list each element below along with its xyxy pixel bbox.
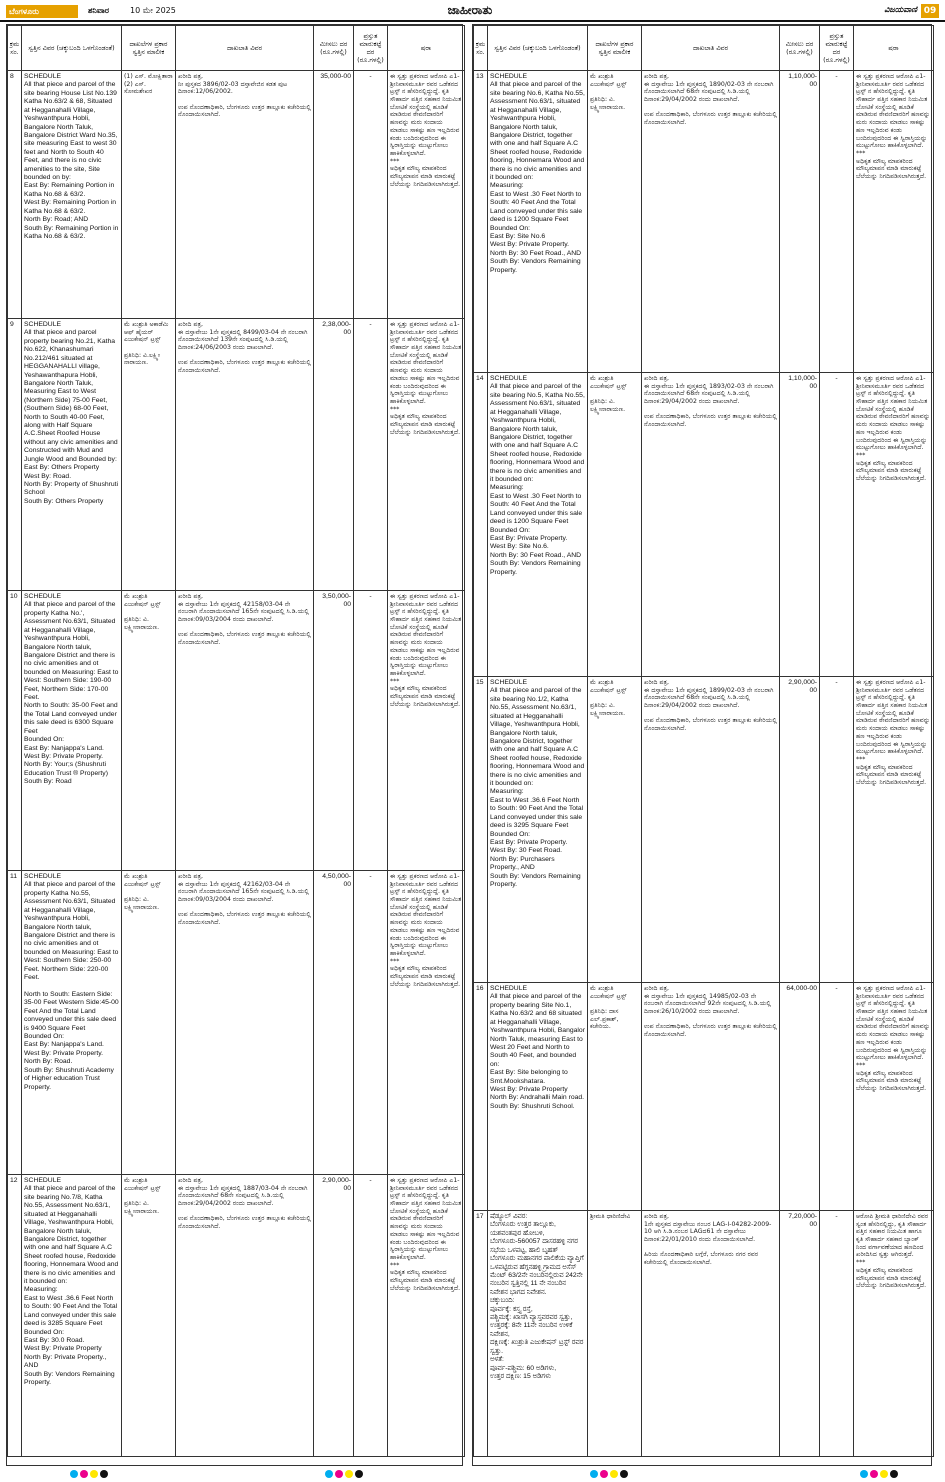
row-number: 12 [8, 1175, 22, 1457]
remarks: ಈ ಸ್ವತ್ತು ಪ್ರಕರಣದ ಆರೋಪಿ ಎ1-ಶ್ರೀನಿವಾಸಮೂರ್ತಿ ರವರ ಒಡೆತನದ ಟ್ರಸ್ಟ್ ನ ಹೆಸರಿನಲ್ಲಿದ್ದುದ್ದೆ. ಕೃತಿ ಸೌಹಾರ್ದ ಪತ್ತಿನ ಸಹಕಾರ ನಿಯಮಿತ ಬೋಟಿಕೆ ಸಂಸ್ಥೆಯಲ್ಲಿ ಹೂಡಿಕೆ ಮಾಡಿರುವ ಠೇವಣಿದಾರರಿಗೆ ಹಣವನ್ನು ಮರು ಸಂದಾಯ ಮಾಡಲು ಸಾಕಷ್ಟು ಹಣ ಇಲ್ಲದಿರುವ ಕಂಡು ಬಂದಿರುವುದರಿಂದ ಈ ಸ್ವಿರಾಸ್ತಿಯನ್ನು ಮುಟ್ಟುಗೋಲು ಹಾಕಿಕೊಳ್ಳಲಾಗಿದೆ. *** ಅಧಿಕೃತ ಮೌಲ್ಯ ಮಾಪಕರಿಂದ ಮೌಲ್ಯಮಾಪನ ಮಾಡಿ ಮಾರುಕಟ್ಟೆ ಬೆಲೆಯನ್ನು ನಿಗದಿಪಡಿಸಲಾಗಿರುತ್ತದೆ. [388, 871, 465, 1175]
registration-dot [870, 1470, 878, 1478]
newspaper-logo: ವಿಜಯವಾಣಿ [884, 5, 917, 14]
document-details: ಖರೀದಿ ಪತ್ರ, 1ನೇ ಪುಸ್ತಕದ ದಸ್ತಾವೇಜು ನಂಬರ LAG-I-04282-2009-10 ಆಗಿ ಸಿ.ಡಿ.ನಂಬರ LAGದ61 ನೇ ದಸ್ತಾವೇಜು ದಿನಾಂಕ:22/01/2010 ರಂದು ನೊಂದಾಯಿಸಲಾಗಿದೆ. ಹಿರಿಯ ನೊಂದಣಾಧಿಕಾರಿ ಲಗ್ಗೆರೆ, ಬೆಂಗಳೂರು ನಗರ ರವರ ಕಚೇರಿಯಲ್ಲಿ ನೊಂದಾಯಿಸಲಾಗಿದೆ. [642, 1211, 780, 1457]
registration-dot [90, 1470, 98, 1478]
registration-dot [345, 1470, 353, 1478]
row-number: 17 [474, 1211, 488, 1457]
owner-name: ಮೆ ಖುಶ್ರುತಿ ಎಜುಕೇಷನ್ ಟ್ರಸ್ಟ್ ಪ್ರತಿನಿಧಿ: ದಾಸ ಎಲ್.ಪ್ರಕಾಶ್, ಕಚೇರಿಯ. [588, 983, 642, 1211]
row-number: 15 [474, 677, 488, 983]
header-reserve: ಮೀಸಲು ದರ (ರೂ.ಗಳಲ್ಲಿ) [780, 26, 820, 71]
document-details: ಖರೀದಿ ಪತ್ರ, ಈ ದಸ್ತಾವೇಜು 1ನೇ ಪುಸ್ತಕದಲ್ಲಿ 42158/03-04 ನೇ ನಂಬರಾಗಿ ನೊಂದಾಯಿಸಲಾಗಿದೆ 165ನೇ ಸಂಪುಟದಲ್ಲಿ ಸಿ.ಡಿ.ಯಲ್ಲಿ ದಿನಾಂಕ:09/03/2004 ರಂದು ದಾಖಲಾಗಿದೆ. ಉಪ ನೊಂದಣಾಧಿಕಾರಿ, ಬೆಂಗಳೂರು ಉತ್ತರ ತಾಲ್ಲೂಕು ಕಚೇರಿಯಲ್ಲಿ ನೊಂದಾಯಿಸಲಾಗಿದೆ. [176, 591, 314, 871]
owner-name: ಮೆ ಖುಶ್ರುತಿ ಎಜುಕೇಷನ್ ಟ್ರಸ್ಟ್ ಪ್ರತಿನಿಧಿ: ವಿ. ಲಕ್ಷ್ಮೀನಾರಾಯಣ. [122, 871, 176, 1175]
row-number: 10 [8, 591, 22, 871]
reserve-price: 7,20,000-00 [780, 1211, 820, 1457]
owner-name: ಮೆ ಖುಶ್ರುತಿ ಎಜುಕೇಷನ್ ಟ್ರಸ್ಟ್ ಪ್ರತಿನಿಧಿ: ವಿ. ಲಕ್ಷ್ಮೀನಾರಾಯಣ. [122, 591, 176, 871]
day-label: ಶನಿವಾರ [88, 6, 110, 15]
document-details: ಖರೀದಿ ಪತ್ರ, ನೀ ಪುಸ್ತಕದ 3896/02-03 ದಸ್ತಾವೇಜಿನ ಕಡತ ಪುಟ ದಿನಾಂಕ:12/06/2002. ಉಪ ನೊಂದಣಾಧಿಕಾರಿ, ಬೆಂಗಳೂರು ಉತ್ತರ ತಾಲ್ಲೂಕು ಕಚೇರಿಯಲ್ಲಿ ನೊಂದಾಯಿಸಲಾಗಿದೆ. [176, 71, 314, 319]
registration-dot [890, 1470, 898, 1478]
document-details: ಖರೀದಿ ಪತ್ರ, ಈ ದಸ್ತಾವೇಜು 1ನೇ ಪುಸ್ತಕದಲ್ಲಿ 14985/02-03 ನೇ ನಂಬರಾಗಿ ನೊಂದಾಯಿಸಲಾಗಿದೆ 92ನೇ ಸಂಪುಟದಲ್ಲಿ ಸಿ.ಡಿ.ಯಲ್ಲಿ ದಿನಾಂಕ:26/10/2002 ರಂದು ದಾಖಲಾಗಿದೆ. ಉಪ ನೊಂದಣಾಧಿಕಾರಿ, ಬೆಂಗಳೂರು ಉತ್ತರ ತಾಲ್ಲೂಕು ಕಚೇರಿಯಲ್ಲಿ ನೊಂದಾಯಿಸಲಾಗಿದೆ. [642, 983, 780, 1211]
document-details: ಖರೀದಿ ಪತ್ರ, ಈ ದಸ್ತಾವೇಜು 1ನೇ ಪುಸ್ತಕದಲ್ಲಿ 8499/03-04 ನೇ ನಂಬರಾಗಿ ನೊಂದಾಯಿಸಲಾಗಿದೆ 139ನೇ ಸಂಪುಟದಲ್ಲಿ ಸಿ.ಡಿ.ಯಲ್ಲಿ ದಿನಾಂಕ:24/06/2003 ರಂದು ದಾಖಲಾಗಿದೆ. ಉಪ ನೊಂದಣಾಧಿಕಾರಿ, ಬೆಂಗಳೂರು ಉತ್ತರ ತಾಲ್ಲೂಕು ಕಚೇರಿಯಲ್ಲಿ ನೊಂದಾಯಿಸಲಾಗಿದೆ. [176, 319, 314, 591]
table-row [8, 1175, 465, 1457]
table-row [474, 677, 934, 983]
property-schedule: SCHEDULE All that piece and parcel of the property Katha No.', Assessment No.63/1, Situated at Hegganahalli Village, Yeshwanthpura Hobli, Bangalore North taluk, Bangalore District and there is no civic amenities and ot bounded on Measuring: East to West: Southern Side: 190-00 Feet, Northern Side: 170-00 Feet. North to South: 35-00 Feet and the Total Land conveyed under this sale deed is 6300 Square Feet Bounded On: East By: Nanjappa's Land. West By: Private Property. North By: Your;s (Shushruti Education Trust ® Property) South By: Road [22, 591, 122, 871]
registration-dot [70, 1470, 78, 1478]
document-details: ಖರೀದಿ ಪತ್ರ, ಈ ದಸ್ತಾವೇಜು 1ನೇ ಪುಸ್ತಕದಲ್ಲಿ 1887/03-04 ನೇ ನಂಬರಾಗಿ ನೊಂದಾಯಿಸಲಾಗಿದೆ 68ನೇ ಸಂಪುಟದಲ್ಲಿ ಸಿ.ಡಿ.ಯಲ್ಲಿ ದಿನಾಂಕ:29/04/2002 ರಂದು ದಾಖಲಾಗಿದೆ. ಉಪ ನೊಂದಣಾಧಿಕಾರಿ, ಬೆಂಗಳೂರು ಉತ್ತರ ತಾಲ್ಲೂಕು ಕಚೇರಿಯಲ್ಲಿ ನೊಂದಾಯಿಸಲಾಗಿದೆ. [176, 1175, 314, 1457]
left-property-table [7, 25, 465, 1457]
header-docs: ದಾಖಲಾತಿ ವಿವರ [642, 26, 780, 71]
property-schedule: SCHEDULE All that piece and parcel of the site bearing No.7/8, Katha No.55, Assessment No.63/1, situated at Hegganahalli Village, Yeshwanthpura Hobli, Bangalore North taluk, Bangalore District, together with one and half Square A.C Sheet roofed house, Redoxide flooring, Honnemara Wood and there is no civic amenities and it bounded on: Measuring: East to West .36.6 Feet North to South: 90 Feet And the Total Land conveyed under this sale deed is 3285 Square Feet Bounded On: East By: 30.0 Road. West By: Private Property North By: Private Property., AND South By: Vendors Remaining Property. [22, 1175, 122, 1457]
deposit-value: - [354, 319, 388, 591]
remarks: ಆರೋಪಿ ಶ್ರೀಮತಿ ಧಾರಿಣಿದೇವಿ ರವರ ಸ್ವಂತ ಹೆಸರಿನಲ್ಲಿದ್ದು, ಕೃತಿ ಸೌಹಾರ್ದ ಪತ್ತಿನ ಸಹಕಾರ ನಿಯಮಿತ ಹಾಗೂ ಕೃತಿ ಸೌಹಾರ್ದ ಸಹಕಾರ ಬ್ಯಾಂಕ್ ನಿಂದ ವರ್ಗಾವಣೆಯಾದ ಹಣದಿಂದ ಖರೀದಿಸಿದ ಸ್ವತ್ತು ಆಗಿರುತ್ತದೆ. *** ಅಧಿಕೃತ ಮೌಲ್ಯ ಮಾಪಕರಿಂದ ಮೌಲ್ಯಮಾಪನ ಮಾಡಿ ಮಾರುಕಟ್ಟೆ ಬೆಲೆಯನ್ನು ನಿಗದಿಪಡಿಸಲಾಗಿರುತ್ತದೆ. [854, 1211, 934, 1457]
document-details: ಖರೀದಿ ಪತ್ರ, ಈ ದಸ್ತಾವೇಜು 1ನೇ ಪುಸ್ತಕದಲ್ಲಿ 42162/03-04 ನೇ ನಂಬರಾಗಿ ನೊಂದಾಯಿಸಲಾಗಿದೆ 165ನೇ ಸಂಪುಟದಲ್ಲಿ ಸಿ.ಡಿ.ಯಲ್ಲಿ ದಿನಾಂಕ:09/03/2004 ರಂದು ದಾಖಲಾಗಿದೆ. ಉಪ ನೊಂದಣಾಧಿಕಾರಿ, ಬೆಂಗಳೂರು ಉತ್ತರ ತಾಲ್ಲೂಕು ಕಚೇರಿಯಲ್ಲಿ ನೊಂದಾಯಿಸಲಾಗಿದೆ. [176, 871, 314, 1175]
left-column [6, 24, 463, 1466]
deposit-value: - [354, 71, 388, 319]
row-number: 13 [474, 71, 488, 373]
deposit-value: - [820, 983, 854, 1211]
registration-dot [880, 1470, 888, 1478]
header-owner: ದಾಖಲೆಗಳ ಪ್ರಕಾರ ಸ್ವತ್ತಿನ ಮಾಲೀಕ [588, 26, 642, 71]
date-label: 10 ಮೇ 2025 [130, 6, 176, 15]
remarks: ಈ ಸ್ವತ್ತು ಪ್ರಕರಣದ ಆರೋಪಿ ಎ1-ಶ್ರೀನಿವಾಸಮೂರ್ತಿ ರವರ ಒಡೆತನದ ಟ್ರಸ್ಟ್ ನ ಹೆಸರಿನಲ್ಲಿದ್ದುದ್ದೆ. ಕೃತಿ ಸೌಹಾರ್ದ ಪತ್ತಿನ ಸಹಕಾರ ನಿಯಮಿತ ಬೋಟಿಕೆ ಸಂಸ್ಥೆಯಲ್ಲಿ ಹೂಡಿಕೆ ಮಾಡಿರುವ ಠೇವಣಿದಾರರಿಗೆ ಹಣವನ್ನು ಮರು ಸಂದಾಯ ಮಾಡಲು ಸಾಕಷ್ಟು ಹಣ ಇಲ್ಲದಿರುವ ಕಂಡು ಬಂದಿರುವುದರಿಂದ ಈ ಸ್ವಿರಾಸ್ತಿಯನ್ನು ಮುಟ್ಟುಗೋಲು ಹಾಕಿಕೊಳ್ಳಲಾಗಿದೆ. *** ಅಧಿಕೃತ ಮೌಲ್ಯ ಮಾಪಕರಿಂದ ಮೌಲ್ಯಮಾಪನ ಮಾಡಿ ಮಾರುಕಟ್ಟೆ ಬೆಲೆಯನ್ನು ನಿಗದಿಪಡಿಸಲಾಗಿರುತ್ತದೆ. [854, 677, 934, 983]
property-schedule: SCHEDULE All that piece and parcel of the site bearing No.6, Katha No.55, Assessment No.63/1, situated at Hegganahalli Village, Yeshwanthpura Hobli, Bangalore North taluk, Bangalore District, together with one and half Square A.C Sheet roofed house, Redoxide flooring, Honnemara Wood and there is no civic amenities and it bounded on: Measuring: East to West .30 Feet North to South: 40 Feet And the Total Land conveyed under this sale deed is 1200 Square Feet Bounded On: East By: Site No.6 West By: Private Property. North By: 30 Feet Road., AND South By: Vendors Remaining Property. [488, 71, 588, 373]
right-table-body [474, 71, 934, 1457]
header-remarks: ಷರಾ [388, 26, 465, 71]
row-number: 14 [474, 373, 488, 677]
property-schedule: SCHEDULE All that piece and parcel property bearing No.21, Katha No.622, Khanashumari No.212/461 situated at HEGGANAHALLI village, Yeshawanthapura Hobli, Bangalore North Taluk, Measuring East to West (Northern Side) 75-00 Feet, (Southern Side) 68-00 Feet, North to South 40-00 Feet, along with Half Square A.C.Sheet Roofed House without any civic amenities and Constructed with Mud and Jungle Wood and Bounded by: East By: Others Property West By: Road. North By: Property of Shushruti School South By: Others Property [22, 319, 122, 591]
document-details: ಖರೀದಿ ಪತ್ರ, ಈ ದಸ್ತಾವೇಜು 1ನೇ ಪುಸ್ತಕದಲ್ಲಿ 1893/02-03 ನೇ ನಂಬರಾಗಿ ನೊಂದಾಯಿಸಲಾಗಿದೆ 68ನೇ ಸಂಪುಟದಲ್ಲಿ ಸಿ.ಡಿ.ಯಲ್ಲಿ ದಿನಾಂಕ:29/04/2002 ರಂದು ದಾಖಲಾಗಿದೆ. ಉಪ ನೊಂದಣಾಧಿಕಾರಿ, ಬೆಂಗಳೂರು ಉತ್ತರ ತಾಲ್ಲೂಕು ಕಚೇರಿಯಲ್ಲಿ ನೊಂದಾಯಿಸಲಾಗಿದೆ. [642, 373, 780, 677]
remarks: ಈ ಸ್ವತ್ತು ಪ್ರಕರಣದ ಆರೋಪಿ ಎ1-ಶ್ರೀನಿವಾಸಮೂರ್ತಿ ರವರ ಒಡೆತನದ ಟ್ರಸ್ಟ್ ನ ಹೆಸರಿನಲ್ಲಿದ್ದುದ್ದೆ. ಕೃತಿ ಸೌಹಾರ್ದ ಪತ್ತಿನ ಸಹಕಾರ ನಿಯಮಿತ ಬೋಟಿಕೆ ಸಂಸ್ಥೆಯಲ್ಲಿ ಹೂಡಿಕೆ ಮಾಡಿರುವ ಠೇವಣಿದಾರರಿಗೆ ಹಣವನ್ನು ಮರು ಸಂದಾಯ ಮಾಡಲು ಸಾಕಷ್ಟು ಹಣ ಇಲ್ಲದಿರುವ ಕಂಡು ಬಂದಿರುವುದರಿಂದ ಈ ಸ್ವಿರಾಸ್ತಿಯನ್ನು ಮುಟ್ಟುಗೋಲು ಹಾಕಿಕೊಳ್ಳಲಾಗಿದೆ. *** ಅಧಿಕೃತ ಮೌಲ್ಯ ಮಾಪಕರಿಂದ ಮೌಲ್ಯಮಾಪನ ಮಾಡಿ ಮಾರುಕಟ್ಟೆ ಬೆಲೆಯನ್ನು ನಿಗದಿಪಡಿಸಲಾಗಿರುತ್ತದೆ. [388, 71, 465, 319]
registration-dot [325, 1470, 333, 1478]
registration-dot [600, 1470, 608, 1478]
table-row [474, 1211, 934, 1457]
page-number: 09 [921, 4, 939, 18]
deposit-value: - [820, 677, 854, 983]
registration-dot [80, 1470, 88, 1478]
table-header-row [8, 26, 465, 71]
registration-marks [70, 1470, 108, 1480]
owner-name: ಶ್ರೀಮತಿ ಧಾರಿಣಿದೇವಿ [588, 1211, 642, 1457]
property-schedule: SCHEDULE All that piece and parcel of the site bearing No.5, Katha No.55, Assessment No.63/1, situated at Hegganahalli Village, Yeshwanthpura Hobli, Bangalore North taluk, Bangalore District, together with one and half Square A.C Sheet roofed house, Redoxide flooring, Honnemara Wood and there is no civic amenities and it bounded on: Measuring: East to West .30 Feet North to South: 40 Feet And the Total Land conveyed under this sale deed is 1200 Square Feet Bounded On: East By: Private Property. West By: Site No.6. North By: 30 Feet Road., AND South By: Vendors Remaining Property. [488, 373, 588, 677]
deposit-value: - [820, 1211, 854, 1457]
row-number: 16 [474, 983, 488, 1211]
registration-dot [355, 1470, 363, 1478]
reserve-price: 1,10,000-00 [780, 71, 820, 373]
header-owner: ದಾಖಲೆಗಳ ಪ್ರಕಾರ ಸ್ವತ್ತಿನ ಮಾಲೀಕ [122, 26, 176, 71]
masthead-rule [0, 20, 945, 22]
deposit-value: - [820, 71, 854, 373]
header-no: ಕ್ರಮ ಸಂ. [8, 26, 22, 71]
remarks: ಈ ಸ್ವತ್ತು ಪ್ರಕರಣದ ಆರೋಪಿ ಎ1-ಶ್ರೀನಿವಾಸಮೂರ್ತಿ ರವರ ಒಡೆತನದ ಟ್ರಸ್ಟ್ ನ ಹೆಸರಿನಲ್ಲಿದ್ದುದ್ದೆ. ಕೃತಿ ಸೌಹಾರ್ದ ಪತ್ತಿನ ಸಹಕಾರ ನಿಯಮಿತ ಬೋಟಿಕೆ ಸಂಸ್ಥೆಯಲ್ಲಿ ಹೂಡಿಕೆ ಮಾಡಿರುವ ಠೇವಣಿದಾರರಿಗೆ ಹಣವನ್ನು ಮರು ಸಂದಾಯ ಮಾಡಲು ಸಾಕಷ್ಟು ಹಣ ಇಲ್ಲದಿರುವ ಕಂಡು ಬಂದಿರುವುದರಿಂದ ಈ ಸ್ವಿರಾಸ್ತಿಯನ್ನು ಮುಟ್ಟುಗೋಲು ಹಾಕಿಕೊಳ್ಳಲಾಗಿದೆ. *** ಅಧಿಕೃತ ಮೌಲ್ಯ ಮಾಪಕರಿಂದ ಮೌಲ್ಯಮಾಪನ ಮಾಡಿ ಮಾರುಕಟ್ಟೆ ಬೆಲೆಯನ್ನು ನಿಗದಿಪಡಿಸಲಾಗಿರುತ್ತದೆ. [854, 373, 934, 677]
registration-dot [100, 1470, 108, 1478]
remarks: ಈ ಸ್ವತ್ತು ಪ್ರಕರಣದ ಆರೋಪಿ ಎ1-ಶ್ರೀನಿವಾಸಮೂರ್ತಿ ರವರ ಒಡೆತನದ ಟ್ರಸ್ಟ್ ನ ಹೆಸರಿನಲ್ಲಿದ್ದುದ್ದೆ. ಕೃತಿ ಸೌಹಾರ್ದ ಪತ್ತಿನ ಸಹಕಾರ ನಿಯಮಿತ ಬೋಟಿಕೆ ಸಂಸ್ಥೆಯಲ್ಲಿ ಹೂಡಿಕೆ ಮಾಡಿರುವ ಠೇವಣಿದಾರರಿಗೆ ಹಣವನ್ನು ಮರು ಸಂದಾಯ ಮಾಡಲು ಸಾಕಷ್ಟು ಹಣ ಇಲ್ಲದಿರುವ ಕಂಡು ಬಂದಿರುವುದರಿಂದ ಈ ಸ್ವಿರಾಸ್ತಿಯನ್ನು ಮುಟ್ಟುಗೋಲು ಹಾಕಿಕೊಳ್ಳಲಾಗಿದೆ. *** ಅಧಿಕೃತ ಮೌಲ್ಯ ಮಾಪಕರಿಂದ ಮೌಲ್ಯಮಾಪನ ಮಾಡಿ ಮಾರುಕಟ್ಟೆ ಬೆಲೆಯನ್ನು ನಿಗದಿಪಡಿಸಲಾಗಿರುತ್ತದೆ. [388, 1175, 465, 1457]
registration-marks [860, 1470, 898, 1480]
property-schedule: SCHEDULE All that piece and parcel of the site bearing No.1/2, Katha No.55, Assessment No.63/1, situated at Hegganahalli Village, Yeshwanthpura Hobli, Bangalore North taluk, Bangalore District, together with one and half Square A.C Sheet roofed house, Redoxide flooring, Honnemara Wood and there is no civic amenities and it bounded on: Measuring: East to West .36.6 Feet North to South: 90 Feet And the Total Land conveyed under this sale deed is 3295 Square Feet Bounded On: East By: Private Property. West By: 30 Feet Road. North By: Purchasers Property., AND South By: Vendors Remaining Property. [488, 677, 588, 983]
registration-dot [335, 1470, 343, 1478]
owner-name: ಮೆ ಖುಶ್ರುತಿ ಎಜುಕೇಷನ್ ಟ್ರಸ್ಟ್ ಪ್ರತಿನಿಧಿ: ವಿ. ಲಕ್ಷ್ಮೀನಾರಾಯಣ. [588, 373, 642, 677]
remarks: ಈ ಸ್ವತ್ತು ಪ್ರಕರಣದ ಆರೋಪಿ ಎ1-ಶ್ರೀನಿವಾಸಮೂರ್ತಿ ರವರ ಒಡೆತನದ ಟ್ರಸ್ಟ್ ನ ಹೆಸರಿನಲ್ಲಿದ್ದುದ್ದೆ. ಕೃತಿ ಸೌಹಾರ್ದ ಪತ್ತಿನ ಸಹಕಾರ ನಿಯಮಿತ ಬೋಟಿಕೆ ಸಂಸ್ಥೆಯಲ್ಲಿ ಹೂಡಿಕೆ ಮಾಡಿರುವ ಠೇವಣಿದಾರರಿಗೆ ಹಣವನ್ನು ಮರು ಸಂದಾಯ ಮಾಡಲು ಸಾಕಷ್ಟು ಹಣ ಇಲ್ಲದಿರುವ ಕಂಡು ಬಂದಿರುವುದರಿಂದ ಈ ಸ್ವಿರಾಸ್ತಿಯನ್ನು ಮುಟ್ಟುಗೋಲು ಹಾಕಿಕೊಳ್ಳಲಾಗಿದೆ. *** ಅಧಿಕೃತ ಮೌಲ್ಯ ಮಾಪಕರಿಂದ ಮೌಲ್ಯಮಾಪನ ಮಾಡಿ ಮಾರುಕಟ್ಟೆ ಬೆಲೆಯನ್ನು ನಿಗದಿಪಡಿಸಲಾಗಿರುತ್ತದೆ. [388, 591, 465, 871]
remarks: ಈ ಸ್ವತ್ತು ಪ್ರಕರಣದ ಆರೋಪಿ ಎ1-ಶ್ರೀನಿವಾಸಮೂರ್ತಿ ರವರ ಒಡೆತನದ ಟ್ರಸ್ಟ್ ನ ಹೆಸರಿನಲ್ಲಿದ್ದುದ್ದೆ. ಕೃತಿ ಸೌಹಾರ್ದ ಪತ್ತಿನ ಸಹಕಾರ ನಿಯಮಿತ ಬೋಟಿಕೆ ಸಂಸ್ಥೆಯಲ್ಲಿ ಹೂಡಿಕೆ ಮಾಡಿರುವ ಠೇವಣಿದಾರರಿಗೆ ಹಣವನ್ನು ಮರು ಸಂದಾಯ ಮಾಡಲು ಸಾಕಷ್ಟು ಹಣ ಇಲ್ಲದಿರುವ ಕಂಡು ಬಂದಿರುವುದರಿಂದ ಈ ಸ್ವಿರಾಸ್ತಿಯನ್ನು ಮುಟ್ಟುಗೋಲು ಹಾಕಿಕೊಳ್ಳಲಾಗಿದೆ. *** ಅಧಿಕೃತ ಮೌಲ್ಯ ಮಾಪಕರಿಂದ ಮೌಲ್ಯಮಾಪನ ಮಾಡಿ ಮಾರುಕಟ್ಟೆ ಬೆಲೆಯನ್ನು ನಿಗದಿಪಡಿಸಲಾಗಿರುತ್ತದೆ. [854, 983, 934, 1211]
header-no: ಕ್ರಮ ಸಂ. [474, 26, 488, 71]
document-details: ಖರೀದಿ ಪತ್ರ, ಈ ದಸ್ತಾವೇಜು 1ನೇ ಪುಸ್ತಕದಲ್ಲಿ 1899/02-03 ನೇ ನಂಬರಾಗಿ ನೊಂದಾಯಿಸಲಾಗಿದೆ 68ನೇ ಸಂಪುಟದಲ್ಲಿ ಸಿ.ಡಿ.ಯಲ್ಲಿ ದಿನಾಂಕ:29/04/2002 ರಂದು ದಾಖಲಾಗಿದೆ. ಉಪ ನೊಂದಣಾಧಿಕಾರಿ, ಬೆಂಗಳೂರು ಉತ್ತರ ತಾಲ್ಲೂಕು ಕಚೇರಿಯಲ್ಲಿ ನೊಂದಾಯಿಸಲಾಗಿದೆ. [642, 677, 780, 983]
row-number: 11 [8, 871, 22, 1175]
reserve-price: 64,000-00 [780, 983, 820, 1211]
deposit-value: - [354, 591, 388, 871]
reserve-price: 2,38,000-00 [314, 319, 354, 591]
property-schedule: ಷೆಡ್ಯೂಲ್ ವಿವರ: ಬೆಂಗಳೂರು ಉತ್ತರ ತಾಲ್ಲೂಕು, ಯಶವಂತಪುರ ಹೋಬಳಿ, ಬೆಂಗಳೂರು-560057 ದಾಸರಹಳ್ಳಿ ನಗರ ಸಭೆಯ ಒಳಪಟ್ಟ, ಹಾಲಿ ಬೃಹತ್ ಬೆಂಗಳೂರು ಮಹಾನಗರ ಪಾಲಿಕೆಯ ವ್ಯಾಪ್ತಿಗೆ ಒಳಪಟ್ಟಿರುವ ಹೆಗ್ಗನಹಳ್ಳಿ ಗ್ರಾಮದ ಅಸೆಸ್ ಮೆಂಟ್ 63/2ನೇ ನಂಬರಿನಲ್ಲಿರುವ 242ನೇ ನಂಬರಿನ ಸ್ವತ್ತಿನಲ್ಲಿ 11 ನೇ ನಂಬರಿನ ನಿವೇಶನ ಭಾಗದ ನಿವೇಶನ. ಚಕ್ಕುಬಂದಿ: ಪೂರ್ವಕ್ಕೆ: ಕಸ್ತ್ಯ ರಸ್ತೆ, ಪಶ್ಚಿಮಕ್ಕೆ: ಖಾಸಗಿ ವ್ಯಾಸ್ತವರವರ ಸ್ವತ್ತು, ಉತ್ತರಕ್ಕೆ: 8ನೇ 11ನೇ ನಂಬರಿನ ಉಳಿಕೆ ನಿವೇಶನ, ದಕ್ಷಿಣಕ್ಕೆ: ಖುಶ್ರುತಿ ಎಜುಕೇಷನ್ ಟ್ರಸ್ಟ್ ರವರ ಸ್ವತ್ತು. ಅಳತೆ: ಪೂರ್ವ-ಪಶ್ಚಿಮ: 60 ಅಡಿಗಳು, ಉತ್ತರ ದಕ್ಷಿಣ: 15 ಅಡಿಗಳು [488, 1211, 588, 1457]
section-title: ಜಾಹೀರಾತು [447, 3, 493, 17]
property-schedule: SCHEDULE All that piece and parcel of the site bearing House List No.139 Katha No.63/2 & 68, Situated at Hegganahalli Village, Yeshwanthpura Hobli, Bangalore North Taluk, Bangalore District Ward No.35, site measuring East to west 30 feet and North to South 40 Feet, and there is no civic amenities to the site, Site bounded on by: East By: Remaining Portion in Katha No.68 & 63/2. West By: Remaining Portion in Katha No.68 & 63/2. North By: Road; AND South By: Remaining Portion in Katha No.68 & 63/2. [22, 71, 122, 319]
table-header-row [474, 26, 934, 71]
remarks: ಈ ಸ್ವತ್ತು ಪ್ರಕರಣದ ಆರೋಪಿ ಎ1-ಶ್ರೀನಿವಾಸಮೂರ್ತಿ ರವರ ಒಡೆತನದ ಟ್ರಸ್ಟ್ ನ ಹೆಸರಿನಲ್ಲಿದ್ದುದ್ದೆ. ಕೃತಿ ಸೌಹಾರ್ದ ಪತ್ತಿನ ಸಹಕಾರ ನಿಯಮಿತ ಬೋಟಿಕೆ ಸಂಸ್ಥೆಯಲ್ಲಿ ಹೂಡಿಕೆ ಮಾಡಿರುವ ಠೇವಣಿದಾರರಿಗೆ ಹಣವನ್ನು ಮರು ಸಂದಾಯ ಮಾಡಲು ಸಾಕಷ್ಟು ಹಣ ಇಲ್ಲದಿರುವ ಕಂಡು ಬಂದಿರುವುದರಿಂದ ಈ ಸ್ವಿರಾಸ್ತಿಯನ್ನು ಮುಟ್ಟುಗೋಲು ಹಾಕಿಕೊಳ್ಳಲಾಗಿದೆ. *** ಅಧಿಕೃತ ಮೌಲ್ಯ ಮಾಪಕರಿಂದ ಮೌಲ್ಯಮಾಪನ ಮಾಡಿ ಮಾರುಕಟ್ಟೆ ಬೆಲೆಯನ್ನು ನಿಗದಿಪಡಿಸಲಾಗಿರುತ್ತದೆ. [854, 71, 934, 373]
remarks: ಈ ಸ್ವತ್ತು ಪ್ರಕರಣದ ಆರೋಪಿ ಎ1-ಶ್ರೀನಿವಾಸಮೂರ್ತಿ ರವರ ಒಡೆತನದ ಟ್ರಸ್ಟ್ ನ ಹೆಸರಿನಲ್ಲಿದ್ದುದ್ದೆ. ಕೃತಿ ಸೌಹಾರ್ದ ಪತ್ತಿನ ಸಹಕಾರ ನಿಯಮಿತ ಬೋಟಿಕೆ ಸಂಸ್ಥೆಯಲ್ಲಿ ಹೂಡಿಕೆ ಮಾಡಿರುವ ಠೇವಣಿದಾರರಿಗೆ ಹಣವನ್ನು ಮರು ಸಂದಾಯ ಮಾಡಲು ಸಾಕಷ್ಟು ಹಣ ಇಲ್ಲದಿರುವ ಕಂಡು ಬಂದಿರುವುದರಿಂದ ಈ ಸ್ವಿರಾಸ್ತಿಯನ್ನು ಮುಟ್ಟುಗೋಲು ಹಾಕಿಕೊಳ್ಳಲಾಗಿದೆ. *** ಅಧಿಕೃತ ಮೌಲ್ಯ ಮಾಪಕರಿಂದ ಮೌಲ್ಯಮಾಪನ ಮಾಡಿ ಮಾರುಕಟ್ಟೆ ಬೆಲೆಯನ್ನು ನಿಗದಿಪಡಿಸಲಾಗಿರುತ್ತದೆ. [388, 319, 465, 591]
right-column [472, 24, 932, 1466]
table-row [474, 983, 934, 1211]
owner-name: ಮೆ ಖುಶ್ರುತಿ ಅಕಾಡೆಮಿ ಆಫ್ ಹೈಯರ್ ಎಜುಕೇಷನ್ ಟ್ರಸ್ಟ್ ಪ್ರತಿನಿಧಿ: ವಿ.ಲಕ್ಷ್ಮೀ ನಾರಾಯಣ. [122, 319, 176, 591]
document-details: ಖರೀದಿ ಪತ್ರ, ಈ ದಸ್ತಾವೇಜು 1ನೇ ಪುಸ್ತಕದಲ್ಲಿ 1890/02-03 ನೇ ನಂಬರಾಗಿ ನೊಂದಾಯಿಸಲಾಗಿದೆ 68ನೇ ಸಂಪುಟದಲ್ಲಿ ಸಿ.ಡಿ.ಯಲ್ಲಿ ದಿನಾಂಕ:29/04/2002 ರಂದು ದಾಖಲಾಗಿದೆ. ಉಪ ನೊಂದಣಾಧಿಕಾರಿ, ಬೆಂಗಳೂರು ಉತ್ತರ ತಾಲ್ಲೂಕು ಕಚೇರಿಯಲ್ಲಿ ನೊಂದಾಯಿಸಲಾಗಿದೆ. [642, 71, 780, 373]
row-number: 9 [8, 319, 22, 591]
registration-marks [325, 1470, 363, 1480]
deposit-value: - [354, 1175, 388, 1457]
owner-name: ಮೆ ಖುಶ್ರುತಿ ಎಜುಕೇಷನ್ ಟ್ರಸ್ಟ್ ಪ್ರತಿನಿಧಿ: ವಿ. ಲಕ್ಷ್ಮೀನಾರಾಯಣ. [588, 71, 642, 373]
reserve-price: 2,90,000-00 [314, 1175, 354, 1457]
property-schedule: SCHEDULE All that piece and parcel of the property bearing Site No.1, Katha No.63/2 and 68 situated at Hegganahalli Village, Yeshwanthpura Hobli, Bangalor North Taluk, measuring East to West 20 Feet and North to South 40 Feet, and bounded on: East By: Site belonging to Smt.Mookshatara. West By: Private Property North By: Andrahalli Main road. South By: Shushruti School. [488, 983, 588, 1211]
table-row [8, 871, 465, 1175]
city-label: ಬೆಂಗಳೂರು [6, 5, 78, 18]
row-number: 8 [8, 71, 22, 319]
table-row [474, 373, 934, 677]
left-table-body [8, 71, 465, 1457]
reserve-price: 2,90,000-00 [780, 677, 820, 983]
owner-name: ಮೆ ಖುಶ್ರುತಿ ಎಜುಕೇಷನ್ ಟ್ರಸ್ಟ್ ಪ್ರತಿನಿಧಿ: ವಿ. ಲಕ್ಷ್ಮೀನಾರಾಯಣ. [588, 677, 642, 983]
header-property: ಸ್ವತ್ತಿನ ವಿವರ (ಚಕ್ಕುಬಂದಿ ಒಳಗೊಂಡಂತೆ) [22, 26, 122, 71]
table-row [8, 319, 465, 591]
reserve-price: 3,50,000-00 [314, 591, 354, 871]
table-row [8, 591, 465, 871]
property-schedule: SCHEDULE All that piece and parcel of the property Katha No.55, Assessment No.63/1, Situated at Hegganahalli Village, Yeshwanthpura Hobli, Bangalore North taluk, Bangalore District and there is no civic amenities and ot bounded on Measuring: East to West: Southern Side: 250-00 Feet. Northern Side: 220-00 Feet. North to South: Eastern Side: 35-00 Feet Western Side:45-00 Feet And the Total Land conveyed under this sale deed is 9400 Square Feet Bounded On: East By: Nanjappa's Land. West By: Private Property. North By: Road. South By: Shushruti Academy of Higher education Trust Property. [22, 871, 122, 1175]
masthead [0, 0, 945, 22]
owner-name: (1) ಎಸ್. ಮೋಕ್ಷಿತಾರಾ (2) ಎಸ್. ಸೋಮಶೇಖರ [122, 71, 176, 319]
owner-name: ಮೆ ಖುಶ್ರುತಿ ಎಜುಕೇಷನ್ ಟ್ರಸ್ಟ್ ಪ್ರತಿನಿಧಿ: ವಿ. ಲಕ್ಷ್ಮೀನಾರಾಯಣ. [122, 1175, 176, 1457]
header-deposit: ಪ್ರಸ್ತುತ ಮಾರುಕಟ್ಟೆ ದರ (ರೂ.ಗಳಲ್ಲಿ) [820, 26, 854, 71]
reserve-price: 4,50,000-00 [314, 871, 354, 1175]
header-remarks: ಷರಾ [854, 26, 934, 71]
table-row [474, 71, 934, 373]
reserve-price: 35,000-00 [314, 71, 354, 319]
registration-dot [860, 1470, 868, 1478]
header-property: ಸ್ವತ್ತಿನ ವಿವರ (ಚಕ್ಕುಬಂದಿ ಒಳಗೊಂಡಂತೆ) [488, 26, 588, 71]
header-docs: ದಾಖಲಾತಿ ವಿವರ [176, 26, 314, 71]
registration-marks [590, 1470, 628, 1480]
table-row [8, 71, 465, 319]
registration-dot [610, 1470, 618, 1478]
deposit-value: - [820, 373, 854, 677]
registration-dot [590, 1470, 598, 1478]
registration-dot [620, 1470, 628, 1478]
right-property-table [473, 25, 934, 1457]
deposit-value: - [354, 871, 388, 1175]
header-reserve: ಮೀಸಲು ದರ (ರೂ.ಗಳಲ್ಲಿ) [314, 26, 354, 71]
reserve-price: 1,10,000-00 [780, 373, 820, 677]
header-deposit: ಪ್ರಸ್ತುತ ಮಾರುಕಟ್ಟೆ ದರ (ರೂ.ಗಳಲ್ಲಿ) [354, 26, 388, 71]
